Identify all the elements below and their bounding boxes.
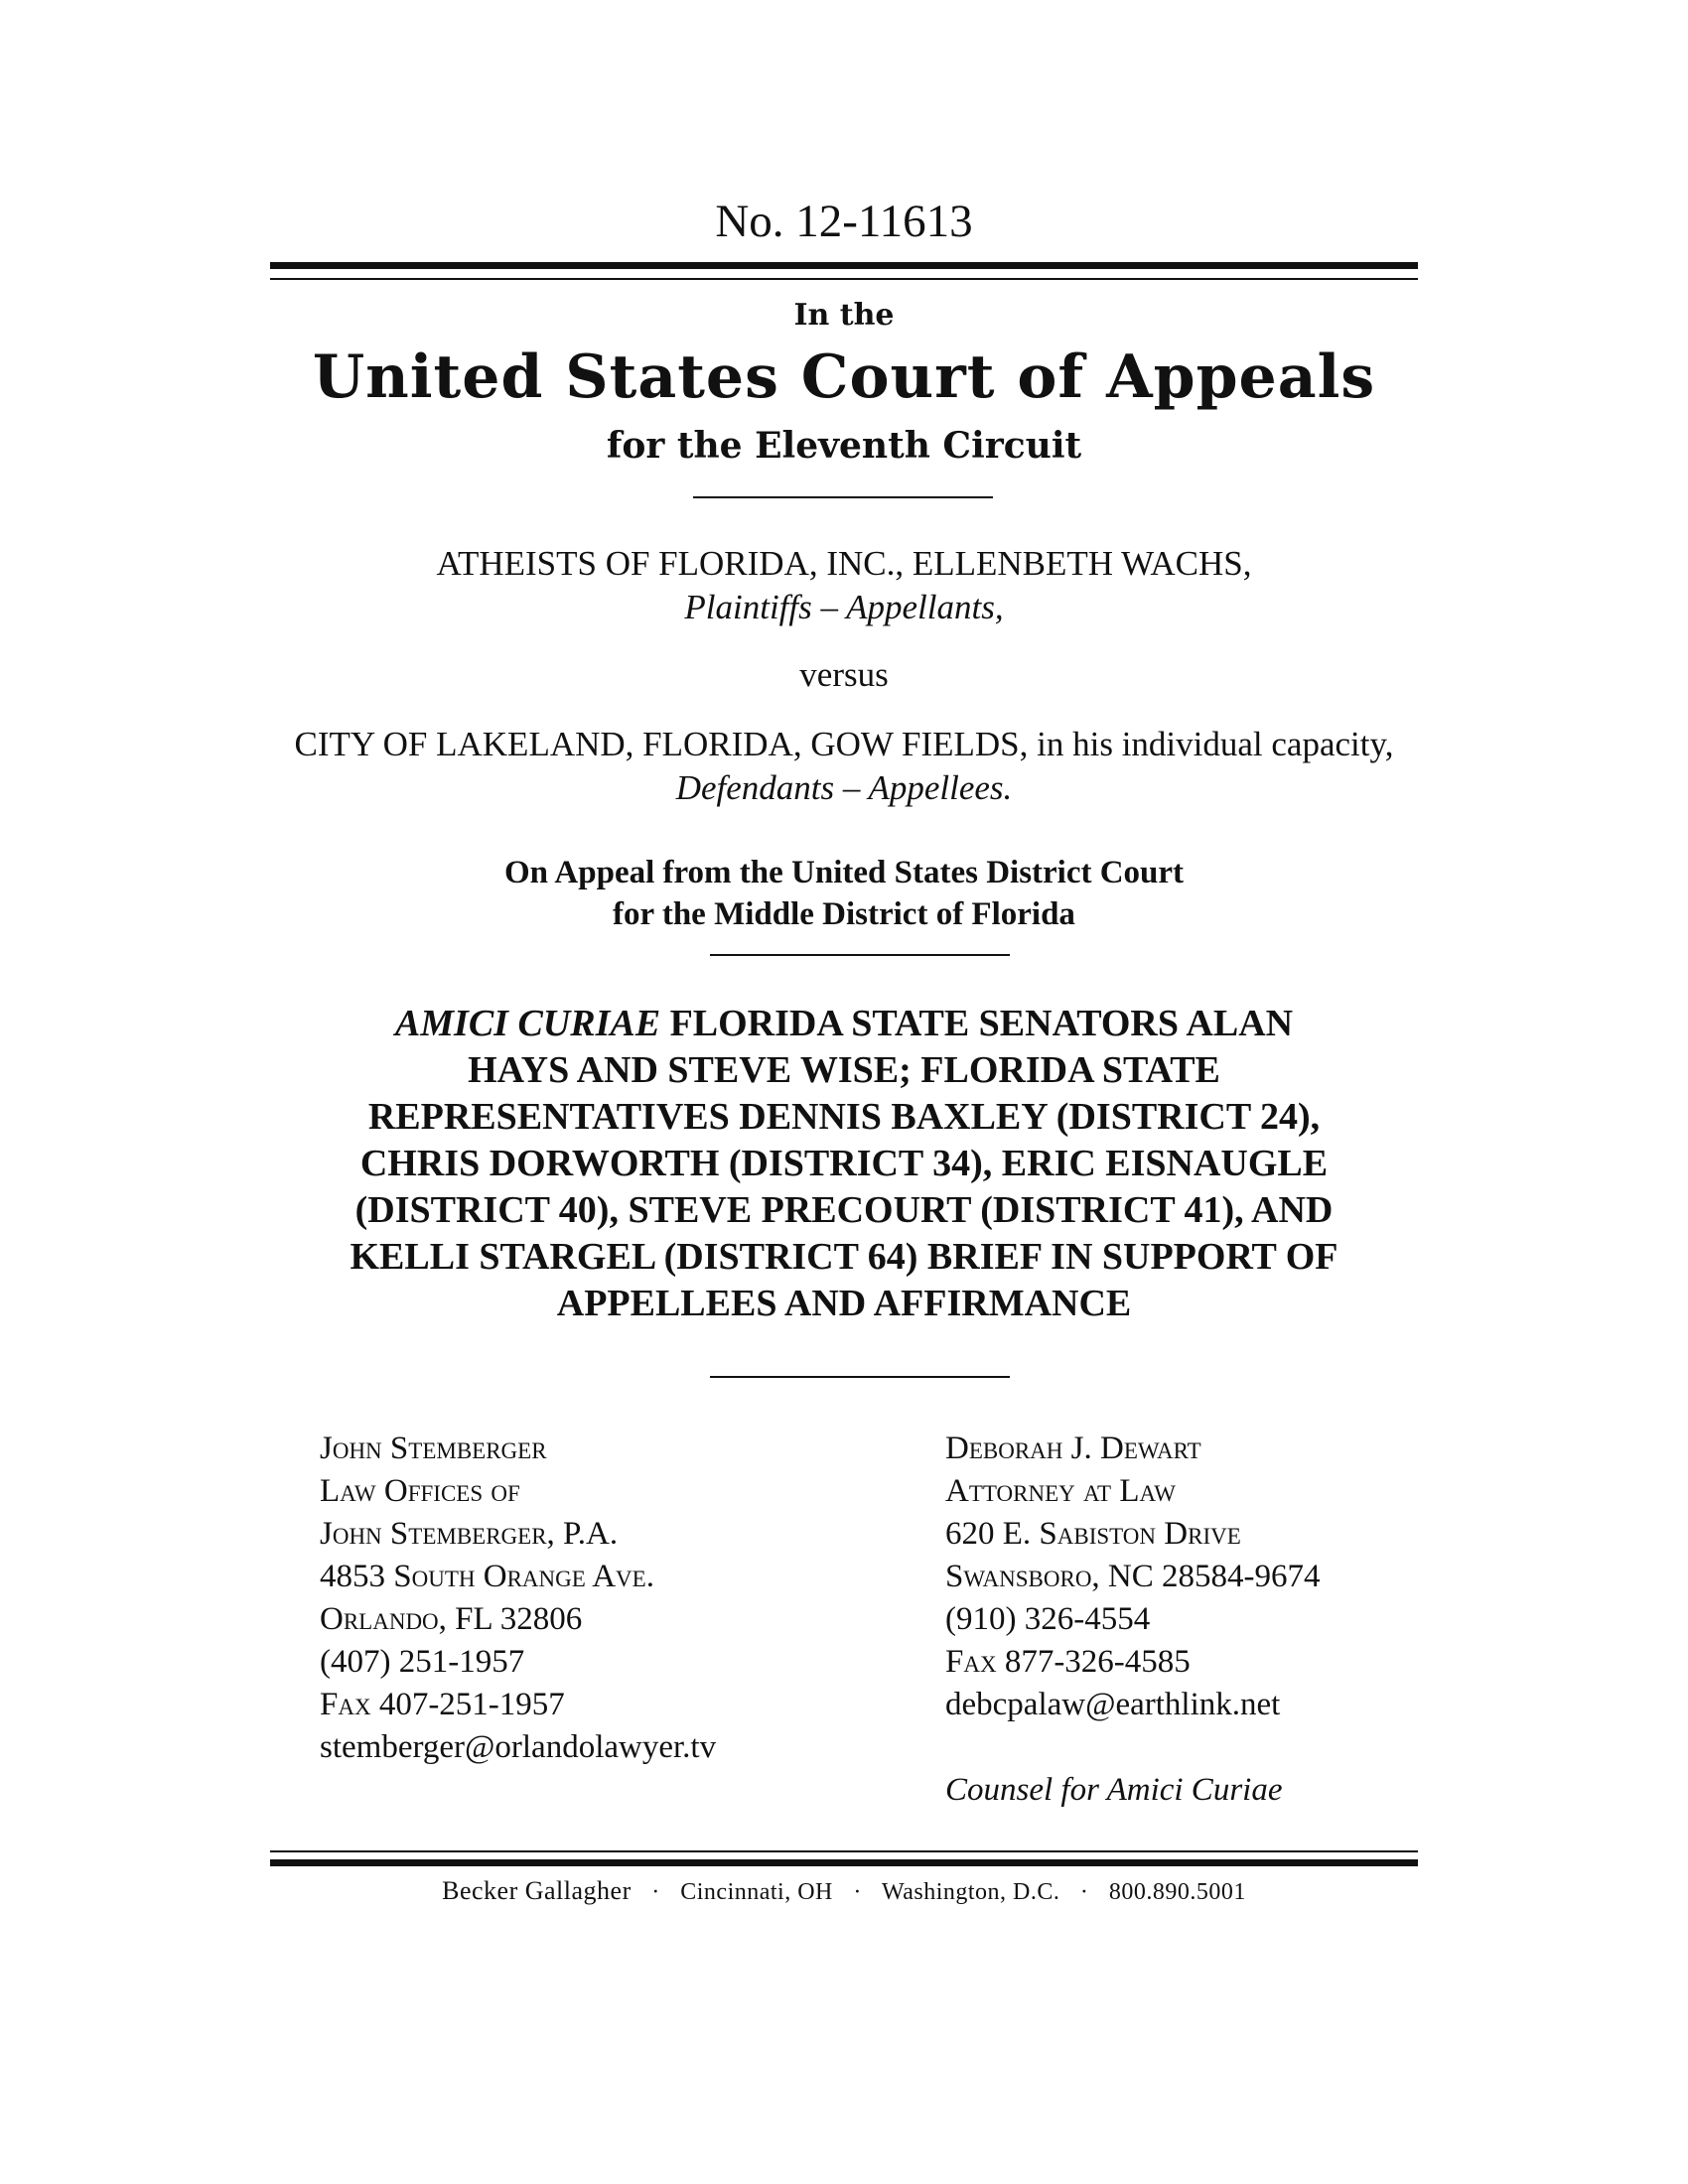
counsel-right-role: Counsel for Amici Curiae [945, 1772, 1283, 1808]
brief-title-line1 [0, 1001, 1688, 1047]
appellants-role: Plaintiffs – Appellants, [684, 588, 1004, 626]
counsel-right-email[interactable]: debcpalaw@earthlink.net [945, 1687, 1281, 1722]
counsel-left-fax: Fax 407-251-1957 [320, 1687, 565, 1722]
court-name: United States Court of Appeals [312, 342, 1376, 412]
appeal-from-line2: for the Middle District of Florida [613, 896, 1075, 932]
brief-title-line4: CHRIS DORWORTH (DISTRICT 34), ERIC EISNAUGLE [359, 1143, 1329, 1184]
counsel-right-fax: Fax 877-326-4585 [945, 1644, 1191, 1680]
brief-title-line3: REPRESENTATIVES DENNIS BAXLEY (DISTRICT 24), [367, 1096, 1321, 1138]
brief-title-line7: APPELLEES AND AFFIRMANCE [556, 1283, 1132, 1324]
appellants-block [0, 542, 1688, 629]
counsel-right-title: Attorney at Law [945, 1473, 1176, 1509]
counsel-left-name: John Stemberger [320, 1431, 547, 1466]
footer-city1: Cincinnati, OH [680, 1879, 833, 1905]
counsel-left-phone: (407) 251-1957 [320, 1644, 525, 1680]
counsel-right-name: Deborah J. Dewart [945, 1431, 1201, 1466]
footer-separator-2: · [853, 1879, 862, 1905]
appellees-block [0, 723, 1688, 810]
brief-title-line6: KELLI STARGEL (DISTRICT 64) BRIEF IN SUPPORT OF [350, 1236, 1338, 1278]
footer-separator-1: · [651, 1879, 660, 1905]
counsel-right-phone: (910) 326-4554 [945, 1601, 1151, 1637]
brief-title-line5: (DISTRICT 40), STEVE PRECOURT (DISTRICT 41), AND [354, 1189, 1334, 1231]
footer-publisher: Becker Gallagher [442, 1876, 632, 1905]
appellants-names: ATHEISTS OF FLORIDA, INC., ELLENBETH WACHS, [436, 544, 1252, 583]
appeal-from-line1: On Appeal from the United States District Court [503, 855, 1185, 890]
counsel-left-firm2: John Stemberger, P.A. [320, 1516, 619, 1552]
bottom-thick-rule [270, 1859, 1418, 1866]
counsel-left-address2: Orlando, FL 32806 [320, 1601, 583, 1637]
divider-rule-3 [710, 1376, 1010, 1378]
brief-title-line2: HAYS AND STEVE WISE; FLORIDA STATE [468, 1049, 1220, 1091]
brief-title-amici: AMICI CURIAE [394, 1003, 661, 1044]
counsel-right-address1: 620 E. Sabiston Drive [945, 1516, 1241, 1552]
counsel-left-email[interactable]: stemberger@orlandolawyer.tv [320, 1729, 717, 1765]
brief-title-line1-rest: FLORIDA STATE SENATORS ALAN [660, 1003, 1294, 1044]
footer-phone: 800.890.5001 [1108, 1879, 1246, 1905]
appellees-names: CITY OF LAKELAND, FLORIDA, GOW FIELDS, in his individual capacity, [294, 725, 1394, 763]
court-in-the: In the [793, 298, 895, 333]
divider-rule-2 [710, 954, 1010, 956]
appeal-from [0, 852, 1688, 935]
top-thick-rule [270, 262, 1418, 269]
bottom-thin-rule [270, 1850, 1418, 1852]
appellees-role: Defendants – Appellees. [675, 768, 1013, 807]
court-circuit: for the Eleventh Circuit [606, 425, 1082, 467]
case-number: No. 12-11613 [715, 196, 973, 247]
versus: versus [799, 655, 889, 694]
divider-rule-1 [693, 496, 993, 498]
counsel-right-address2: Swansboro, NC 28584-9674 [945, 1559, 1321, 1594]
top-thin-rule [270, 278, 1418, 280]
footer-separator-3: · [1079, 1879, 1089, 1905]
counsel-left [320, 1428, 716, 1769]
counsel-left-address1: 4853 South Orange Ave. [320, 1559, 654, 1594]
publisher-footer [0, 1876, 1688, 1906]
counsel-right [945, 1428, 1321, 1812]
footer-city2: Washington, D.C. [881, 1879, 1060, 1905]
counsel-left-firm1: Law Offices of [320, 1473, 520, 1509]
brief-title [0, 1001, 1688, 1327]
